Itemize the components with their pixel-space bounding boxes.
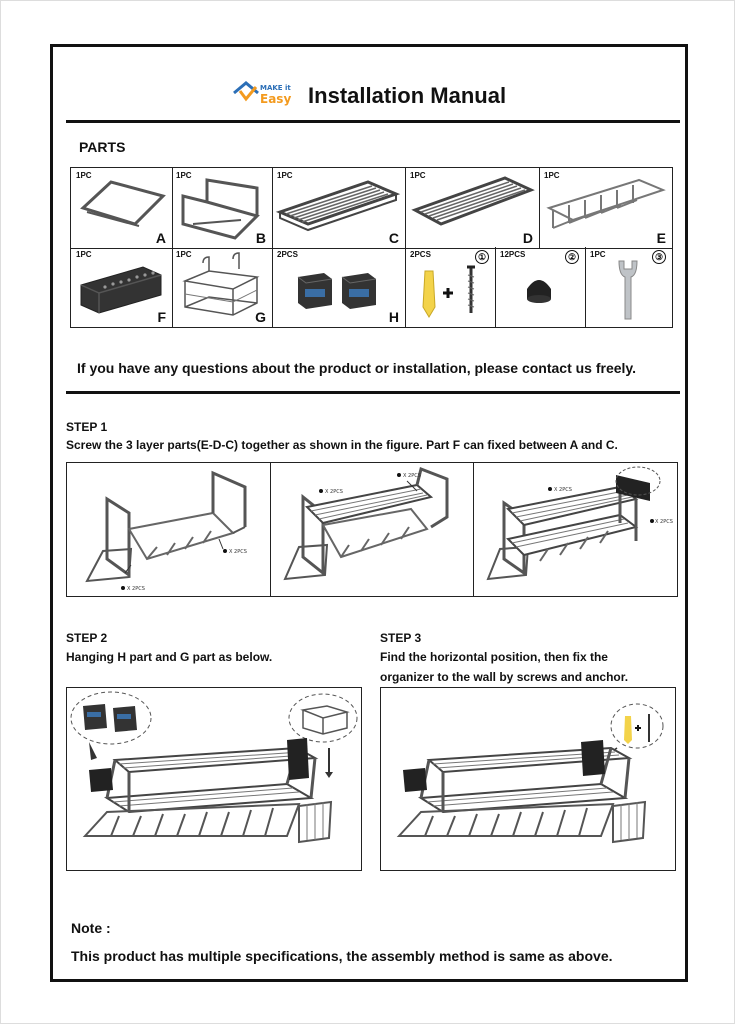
step3-line2: organizer to the wall by screws and anchor. bbox=[380, 670, 629, 684]
screw-callout: X 2PCS bbox=[325, 489, 343, 495]
step1-heading: STEP 1 bbox=[66, 420, 108, 434]
parts-heading: PARTS bbox=[79, 139, 126, 155]
part-qty: 1PC bbox=[277, 171, 293, 180]
page-title bbox=[53, 79, 685, 113]
part-d bbox=[405, 167, 540, 249]
step3-line1: Find the horizontal position, then fix the bbox=[380, 650, 608, 664]
note-heading: Note : bbox=[71, 920, 111, 936]
step1-text: Screw the 3 layer parts(E-D-C) together as shown in the figure. Part F can fixed between A and C. bbox=[66, 438, 618, 452]
part-number: ③ bbox=[652, 250, 666, 264]
part-f bbox=[70, 247, 173, 328]
part-qty: 2PCS bbox=[277, 250, 298, 259]
part-qty: 1PC bbox=[76, 171, 92, 180]
part-label: D bbox=[522, 230, 533, 246]
part-h bbox=[272, 247, 406, 328]
part-anchor-screw bbox=[405, 247, 496, 328]
step3-heading: STEP 3 bbox=[380, 631, 422, 645]
screw-callout: X 2PCS bbox=[229, 549, 247, 555]
part-label: E bbox=[656, 230, 666, 246]
brand-logo bbox=[232, 79, 294, 113]
step2-heading: STEP 2 bbox=[66, 631, 108, 645]
part-label: G bbox=[255, 309, 266, 325]
step1-figure-c bbox=[474, 463, 677, 596]
part-e-rack-icon bbox=[539, 168, 672, 248]
part-qty: 1PC bbox=[76, 250, 92, 259]
step1-figures bbox=[66, 462, 678, 597]
screw-callout: X 2PCS bbox=[403, 473, 421, 479]
step2-text: Hanging H part and G part as below. bbox=[66, 650, 273, 664]
step1-figure-b bbox=[271, 463, 473, 596]
part-a bbox=[70, 167, 173, 249]
step3-figure bbox=[380, 687, 676, 871]
part-qty: 1PC bbox=[176, 250, 192, 259]
step3-illustration bbox=[381, 688, 675, 870]
part-cap bbox=[495, 247, 586, 328]
part-h-cups-icon bbox=[272, 247, 405, 327]
cap-nut-icon bbox=[495, 247, 585, 327]
screw-callout: X 2PCS bbox=[554, 487, 572, 493]
part-qty: 1PC bbox=[410, 171, 426, 180]
part-qty: 1PC bbox=[176, 171, 192, 180]
manual-title: Installation Manual bbox=[308, 83, 507, 108]
divider bbox=[66, 120, 680, 123]
part-number: ① bbox=[475, 250, 489, 264]
part-e bbox=[539, 167, 673, 249]
part-d-shelf-icon bbox=[405, 168, 539, 248]
part-label: F bbox=[157, 309, 166, 325]
part-qty: 2PCS bbox=[410, 250, 431, 259]
part-label: H bbox=[388, 309, 399, 325]
part-label: A bbox=[155, 230, 166, 246]
parts-grid bbox=[70, 167, 674, 330]
contact-text: If you have any questions about the product or installation, please contact us freely. bbox=[77, 360, 637, 376]
step2-figure bbox=[66, 687, 362, 871]
part-qty: 1PC bbox=[544, 171, 560, 180]
logo-text-top: MAKE it bbox=[259, 84, 291, 92]
part-number: ② bbox=[565, 250, 579, 264]
part-wrench bbox=[585, 247, 673, 328]
step2-illustration bbox=[67, 688, 361, 870]
part-label: C bbox=[388, 230, 399, 246]
wrench-icon bbox=[585, 247, 672, 327]
screw-callout: X 2PCS bbox=[127, 586, 145, 592]
part-qty: 1PC bbox=[590, 250, 606, 259]
divider bbox=[66, 391, 680, 394]
manual-frame bbox=[50, 44, 688, 982]
logo-text-bottom: Easy bbox=[259, 92, 292, 106]
part-c-shelf-icon bbox=[272, 168, 405, 248]
step1-figure-a bbox=[67, 463, 270, 596]
part-label: B bbox=[255, 230, 266, 246]
screw-callout: X 2PCS bbox=[655, 519, 673, 525]
part-qty: 12PCS bbox=[500, 250, 526, 259]
part-g bbox=[171, 247, 273, 328]
part-b bbox=[171, 167, 273, 249]
anchor-screw-icon bbox=[405, 247, 495, 327]
note-text: This product has multiple specifications, the assembly method is same as above. bbox=[71, 948, 613, 964]
part-c bbox=[272, 167, 406, 249]
